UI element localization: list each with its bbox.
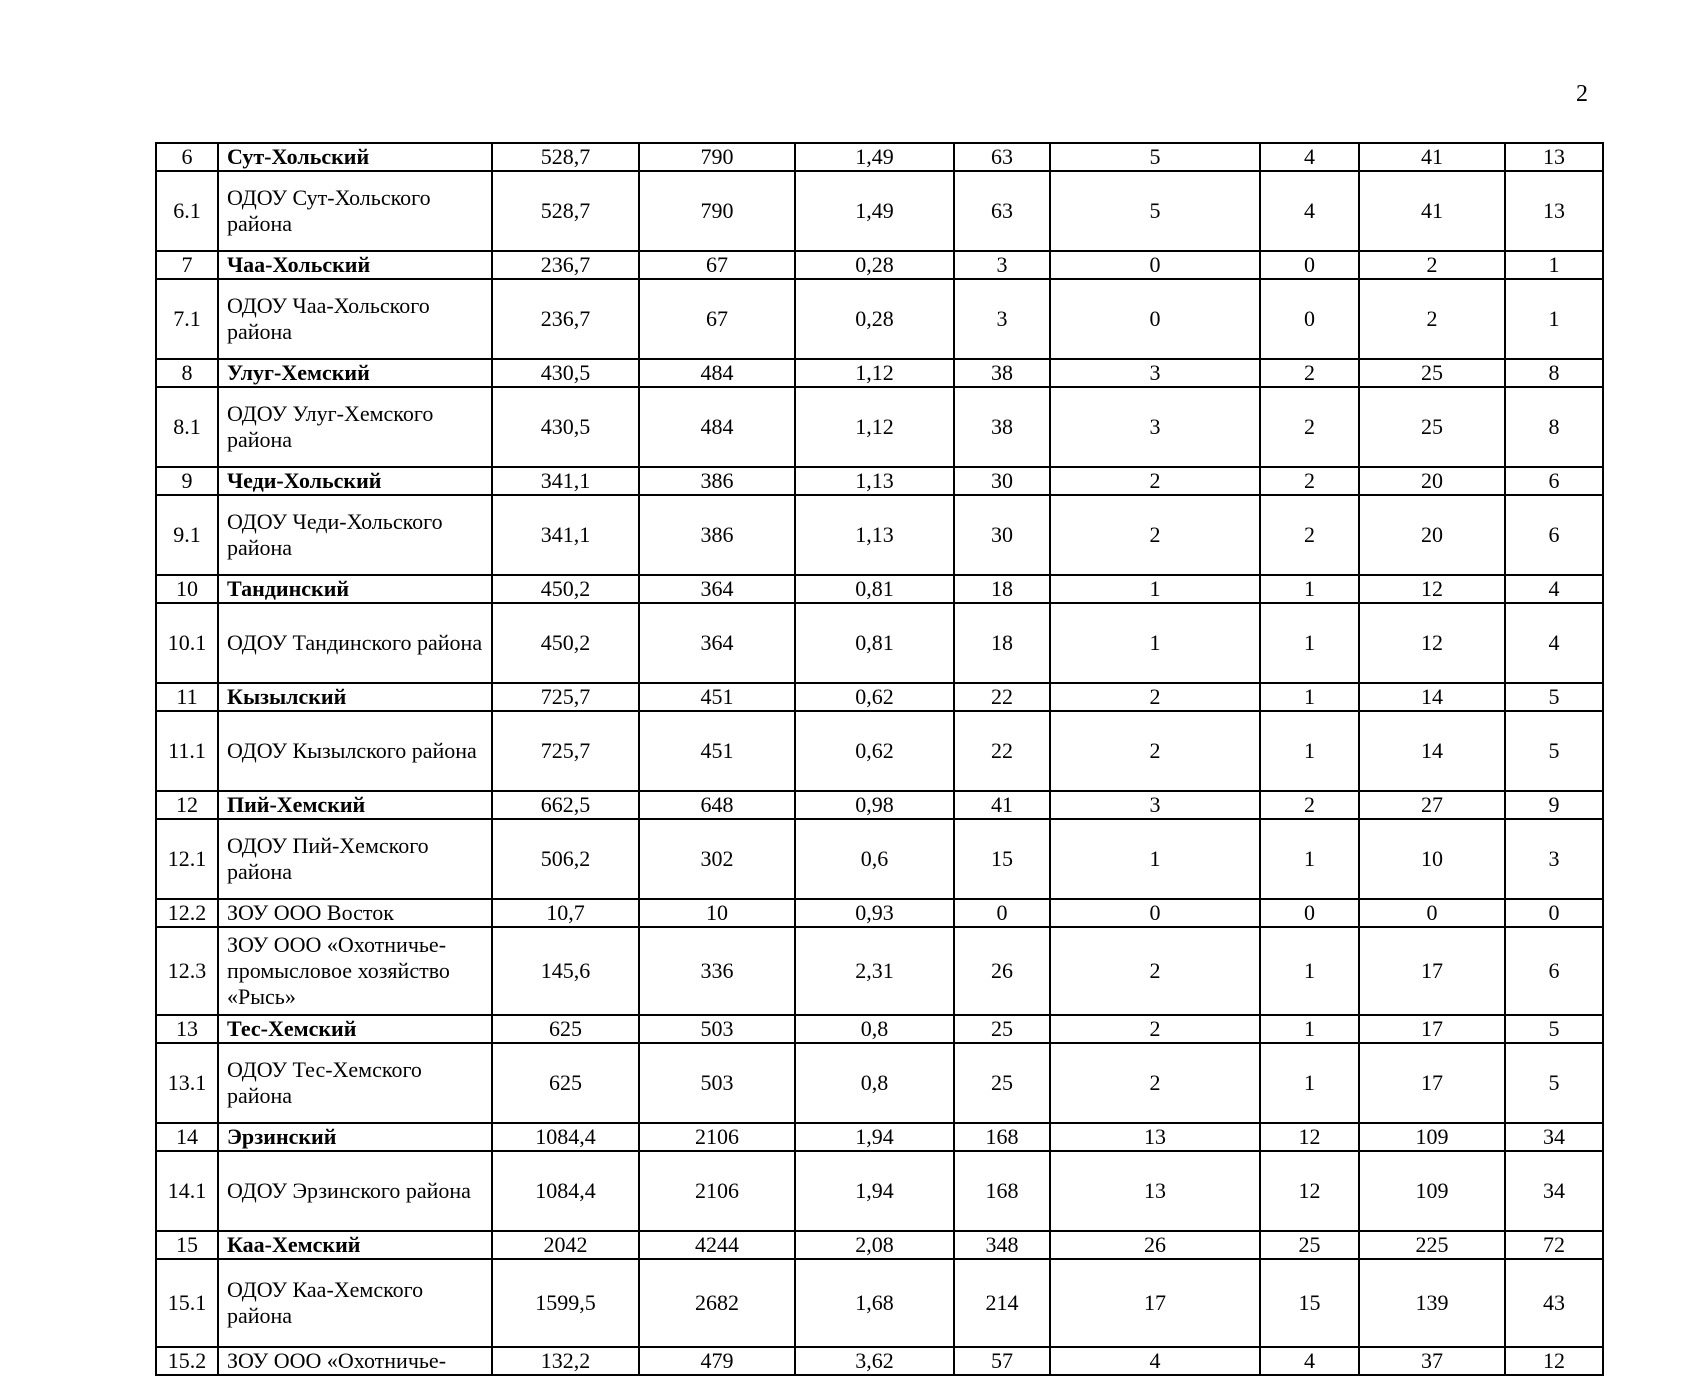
value-cell: 8: [1505, 387, 1603, 467]
row-number-cell: 11.1: [156, 711, 218, 791]
value-cell: 790: [639, 171, 795, 251]
value-cell: 0: [1359, 899, 1505, 927]
value-cell: 168: [954, 1151, 1050, 1231]
value-cell: 1,49: [795, 143, 954, 171]
value-cell: 15: [1260, 1259, 1359, 1347]
table-row: [156, 387, 1603, 467]
row-number-cell: 15.1: [156, 1259, 218, 1347]
table-row: [156, 603, 1603, 683]
value-cell: 236,7: [492, 279, 639, 359]
value-cell: 17: [1359, 1043, 1505, 1123]
value-cell: 1,13: [795, 467, 954, 495]
value-cell: 17: [1359, 927, 1505, 1015]
value-cell: 4: [1505, 603, 1603, 683]
value-cell: 25: [1260, 1231, 1359, 1259]
district-row: [156, 683, 1603, 711]
value-cell: 30: [954, 495, 1050, 575]
value-cell: 2682: [639, 1259, 795, 1347]
name-cell: ОДОУ Кызылского района: [218, 711, 492, 791]
value-cell: 4244: [639, 1231, 795, 1259]
value-cell: 1,12: [795, 359, 954, 387]
value-cell: 2: [1050, 467, 1260, 495]
name-cell: ОДОУ Улуг-Хемского района: [218, 387, 492, 467]
value-cell: 38: [954, 359, 1050, 387]
value-cell: 25: [954, 1015, 1050, 1043]
value-cell: 386: [639, 495, 795, 575]
value-cell: 225: [1359, 1231, 1505, 1259]
value-cell: 1,12: [795, 387, 954, 467]
row-number-cell: 15: [156, 1231, 218, 1259]
value-cell: 341,1: [492, 467, 639, 495]
value-cell: 1: [1505, 251, 1603, 279]
name-cell: Сут-Хольский: [218, 143, 492, 171]
row-number-cell: 12.2: [156, 899, 218, 927]
table-row: [156, 1259, 1603, 1347]
row-number-cell: 9.1: [156, 495, 218, 575]
value-cell: 17: [1050, 1259, 1260, 1347]
value-cell: 430,5: [492, 387, 639, 467]
value-cell: 386: [639, 467, 795, 495]
value-cell: 57: [954, 1347, 1050, 1375]
value-cell: 3: [954, 251, 1050, 279]
value-cell: 302: [639, 819, 795, 899]
value-cell: 1: [1260, 927, 1359, 1015]
value-cell: 1: [1050, 575, 1260, 603]
value-cell: 1: [1260, 711, 1359, 791]
value-cell: 2: [1260, 495, 1359, 575]
value-cell: 13: [1505, 143, 1603, 171]
value-cell: 4: [1260, 143, 1359, 171]
value-cell: 63: [954, 143, 1050, 171]
value-cell: 1,94: [795, 1151, 954, 1231]
value-cell: 336: [639, 927, 795, 1015]
value-cell: 26: [954, 927, 1050, 1015]
row-number-cell: 12.3: [156, 927, 218, 1015]
value-cell: 662,5: [492, 791, 639, 819]
value-cell: 1: [1260, 575, 1359, 603]
value-cell: 41: [1359, 143, 1505, 171]
value-cell: 6: [1505, 467, 1603, 495]
district-row: [156, 791, 1603, 819]
value-cell: 67: [639, 251, 795, 279]
value-cell: 348: [954, 1231, 1050, 1259]
table-row: [156, 1043, 1603, 1123]
value-cell: 41: [1359, 171, 1505, 251]
value-cell: 0: [1050, 251, 1260, 279]
value-cell: 1,94: [795, 1123, 954, 1151]
value-cell: 3,62: [795, 1347, 954, 1375]
name-cell: Чеди-Хольский: [218, 467, 492, 495]
name-cell: Улуг-Хемский: [218, 359, 492, 387]
value-cell: 1: [1260, 683, 1359, 711]
value-cell: 109: [1359, 1123, 1505, 1151]
value-cell: 109: [1359, 1151, 1505, 1231]
value-cell: 3: [1050, 359, 1260, 387]
value-cell: 5: [1505, 1043, 1603, 1123]
value-cell: 430,5: [492, 359, 639, 387]
value-cell: 214: [954, 1259, 1050, 1347]
value-cell: 484: [639, 387, 795, 467]
value-cell: 37: [1359, 1347, 1505, 1375]
value-cell: 4: [1050, 1347, 1260, 1375]
value-cell: 1084,4: [492, 1151, 639, 1231]
value-cell: 2,08: [795, 1231, 954, 1259]
table-row: [156, 927, 1603, 1015]
value-cell: 450,2: [492, 603, 639, 683]
row-number-cell: 13.1: [156, 1043, 218, 1123]
value-cell: 0: [1260, 251, 1359, 279]
value-cell: 12: [1505, 1347, 1603, 1375]
name-cell: ОДОУ Тандинского района: [218, 603, 492, 683]
name-cell: Чаа-Хольский: [218, 251, 492, 279]
row-number-cell: 8: [156, 359, 218, 387]
value-cell: 5: [1505, 711, 1603, 791]
value-cell: 451: [639, 711, 795, 791]
value-cell: 22: [954, 683, 1050, 711]
value-cell: 13: [1505, 171, 1603, 251]
value-cell: 27: [1359, 791, 1505, 819]
value-cell: 5: [1050, 143, 1260, 171]
table-row: [156, 171, 1603, 251]
value-cell: 43: [1505, 1259, 1603, 1347]
value-cell: 2106: [639, 1123, 795, 1151]
value-cell: 1,49: [795, 171, 954, 251]
value-cell: 3: [1505, 819, 1603, 899]
value-cell: 145,6: [492, 927, 639, 1015]
row-number-cell: 6: [156, 143, 218, 171]
value-cell: 22: [954, 711, 1050, 791]
value-cell: 364: [639, 603, 795, 683]
value-cell: 1,68: [795, 1259, 954, 1347]
table-body: [156, 143, 1603, 1375]
value-cell: 17: [1359, 1015, 1505, 1043]
value-cell: 34: [1505, 1123, 1603, 1151]
value-cell: 0: [1050, 899, 1260, 927]
table-row: [156, 711, 1603, 791]
name-cell: ЗОУ ООО Восток: [218, 899, 492, 927]
value-cell: 0: [954, 899, 1050, 927]
value-cell: 1: [1260, 819, 1359, 899]
value-cell: 5: [1505, 683, 1603, 711]
table-row: [156, 899, 1603, 927]
value-cell: 479: [639, 1347, 795, 1375]
value-cell: 4: [1260, 1347, 1359, 1375]
value-cell: 67: [639, 279, 795, 359]
value-cell: 12: [1260, 1123, 1359, 1151]
row-number-cell: 6.1: [156, 171, 218, 251]
value-cell: 364: [639, 575, 795, 603]
value-cell: 6: [1505, 927, 1603, 1015]
name-cell: ОДОУ Тес-Хемского района: [218, 1043, 492, 1123]
value-cell: 1: [1260, 603, 1359, 683]
value-cell: 0,8: [795, 1043, 954, 1123]
value-cell: 1: [1050, 819, 1260, 899]
value-cell: 2: [1050, 1015, 1260, 1043]
value-cell: 2: [1050, 1043, 1260, 1123]
page-number: 2: [1576, 81, 1588, 107]
value-cell: 3: [1050, 387, 1260, 467]
value-cell: 5: [1505, 1015, 1603, 1043]
value-cell: 38: [954, 387, 1050, 467]
value-cell: 25: [954, 1043, 1050, 1123]
value-cell: 2: [1050, 683, 1260, 711]
value-cell: 625: [492, 1043, 639, 1123]
value-cell: 0,62: [795, 711, 954, 791]
value-cell: 0: [1260, 279, 1359, 359]
value-cell: 18: [954, 575, 1050, 603]
district-row: [156, 1015, 1603, 1043]
value-cell: 20: [1359, 467, 1505, 495]
value-cell: 0,81: [795, 575, 954, 603]
value-cell: 0,28: [795, 279, 954, 359]
value-cell: 2,31: [795, 927, 954, 1015]
row-number-cell: 11: [156, 683, 218, 711]
value-cell: 1,13: [795, 495, 954, 575]
value-cell: 0,98: [795, 791, 954, 819]
name-cell: ОДОУ Чаа-Хольского района: [218, 279, 492, 359]
name-cell: Тес-Хемский: [218, 1015, 492, 1043]
value-cell: 2: [1260, 467, 1359, 495]
value-cell: 2: [1260, 387, 1359, 467]
value-cell: 25: [1359, 359, 1505, 387]
district-row: [156, 467, 1603, 495]
value-cell: 132,2: [492, 1347, 639, 1375]
value-cell: 0,81: [795, 603, 954, 683]
value-cell: 0: [1050, 279, 1260, 359]
name-cell: Тандинский: [218, 575, 492, 603]
row-number-cell: 10: [156, 575, 218, 603]
value-cell: 8: [1505, 359, 1603, 387]
value-cell: 0,62: [795, 683, 954, 711]
value-cell: 2: [1050, 927, 1260, 1015]
value-cell: 790: [639, 143, 795, 171]
value-cell: 0,28: [795, 251, 954, 279]
value-cell: 3: [1050, 791, 1260, 819]
value-cell: 12: [1359, 603, 1505, 683]
table-row: [156, 819, 1603, 899]
district-row: [156, 575, 1603, 603]
value-cell: 2: [1260, 359, 1359, 387]
row-number-cell: 13: [156, 1015, 218, 1043]
value-cell: 0: [1505, 899, 1603, 927]
value-cell: 34: [1505, 1151, 1603, 1231]
value-cell: 725,7: [492, 711, 639, 791]
value-cell: 528,7: [492, 171, 639, 251]
value-cell: 451: [639, 683, 795, 711]
value-cell: 168: [954, 1123, 1050, 1151]
value-cell: 528,7: [492, 143, 639, 171]
value-cell: 5: [1050, 171, 1260, 251]
name-cell: ОДОУ Чеди-Хольского района: [218, 495, 492, 575]
row-number-cell: 9: [156, 467, 218, 495]
value-cell: 1599,5: [492, 1259, 639, 1347]
name-cell: ЗОУ ООО «Охотничье-промысловое хозяйство «Рысь»: [218, 927, 492, 1015]
table-row: [156, 1151, 1603, 1231]
value-cell: 72: [1505, 1231, 1603, 1259]
row-number-cell: 12: [156, 791, 218, 819]
value-cell: 9: [1505, 791, 1603, 819]
value-cell: 2: [1260, 791, 1359, 819]
value-cell: 10: [639, 899, 795, 927]
value-cell: 1084,4: [492, 1123, 639, 1151]
value-cell: 0: [1260, 899, 1359, 927]
value-cell: 2: [1050, 495, 1260, 575]
row-number-cell: 12.1: [156, 819, 218, 899]
district-row: [156, 1123, 1603, 1151]
value-cell: 2: [1359, 279, 1505, 359]
value-cell: 2: [1359, 251, 1505, 279]
value-cell: 625: [492, 1015, 639, 1043]
name-cell: Кызылский: [218, 683, 492, 711]
value-cell: 503: [639, 1015, 795, 1043]
row-number-cell: 8.1: [156, 387, 218, 467]
value-cell: 236,7: [492, 251, 639, 279]
value-cell: 1: [1260, 1043, 1359, 1123]
district-row: [156, 359, 1603, 387]
value-cell: 41: [954, 791, 1050, 819]
value-cell: 0,8: [795, 1015, 954, 1043]
value-cell: 20: [1359, 495, 1505, 575]
table-row: [156, 279, 1603, 359]
value-cell: 1: [1050, 603, 1260, 683]
name-cell: Эрзинский: [218, 1123, 492, 1151]
table-row: [156, 1347, 1603, 1375]
value-cell: 26: [1050, 1231, 1260, 1259]
name-cell: ОДОУ Каа-Хемского района: [218, 1259, 492, 1347]
value-cell: 6: [1505, 495, 1603, 575]
value-cell: 13: [1050, 1123, 1260, 1151]
table-row: [156, 495, 1603, 575]
name-cell: Пий-Хемский: [218, 791, 492, 819]
value-cell: 10,7: [492, 899, 639, 927]
value-cell: 0,6: [795, 819, 954, 899]
value-cell: 2: [1050, 711, 1260, 791]
value-cell: 25: [1359, 387, 1505, 467]
value-cell: 2106: [639, 1151, 795, 1231]
district-row: [156, 143, 1603, 171]
value-cell: 12: [1260, 1151, 1359, 1231]
value-cell: 341,1: [492, 495, 639, 575]
value-cell: 1: [1505, 279, 1603, 359]
value-cell: 30: [954, 467, 1050, 495]
value-cell: 139: [1359, 1259, 1505, 1347]
row-number-cell: 14: [156, 1123, 218, 1151]
value-cell: 2042: [492, 1231, 639, 1259]
value-cell: 14: [1359, 683, 1505, 711]
name-cell: ЗОУ ООО «Охотничье-: [218, 1347, 492, 1375]
value-cell: 725,7: [492, 683, 639, 711]
name-cell: ОДОУ Пий-Хемского района: [218, 819, 492, 899]
district-row: [156, 251, 1603, 279]
value-cell: 484: [639, 359, 795, 387]
value-cell: 648: [639, 791, 795, 819]
value-cell: 12: [1359, 575, 1505, 603]
name-cell: Каа-Хемский: [218, 1231, 492, 1259]
data-table: [155, 142, 1604, 1376]
value-cell: 1: [1260, 1015, 1359, 1043]
row-number-cell: 14.1: [156, 1151, 218, 1231]
row-number-cell: 7: [156, 251, 218, 279]
value-cell: 10: [1359, 819, 1505, 899]
value-cell: 450,2: [492, 575, 639, 603]
value-cell: 15: [954, 819, 1050, 899]
value-cell: 18: [954, 603, 1050, 683]
value-cell: 4: [1260, 171, 1359, 251]
value-cell: 503: [639, 1043, 795, 1123]
value-cell: 3: [954, 279, 1050, 359]
row-number-cell: 7.1: [156, 279, 218, 359]
row-number-cell: 15.2: [156, 1347, 218, 1375]
value-cell: 4: [1505, 575, 1603, 603]
value-cell: 506,2: [492, 819, 639, 899]
name-cell: ОДОУ Сут-Хольского района: [218, 171, 492, 251]
value-cell: 63: [954, 171, 1050, 251]
value-cell: 14: [1359, 711, 1505, 791]
name-cell: ОДОУ Эрзинского района: [218, 1151, 492, 1231]
value-cell: 0,93: [795, 899, 954, 927]
value-cell: 13: [1050, 1151, 1260, 1231]
district-row: [156, 1231, 1603, 1259]
row-number-cell: 10.1: [156, 603, 218, 683]
